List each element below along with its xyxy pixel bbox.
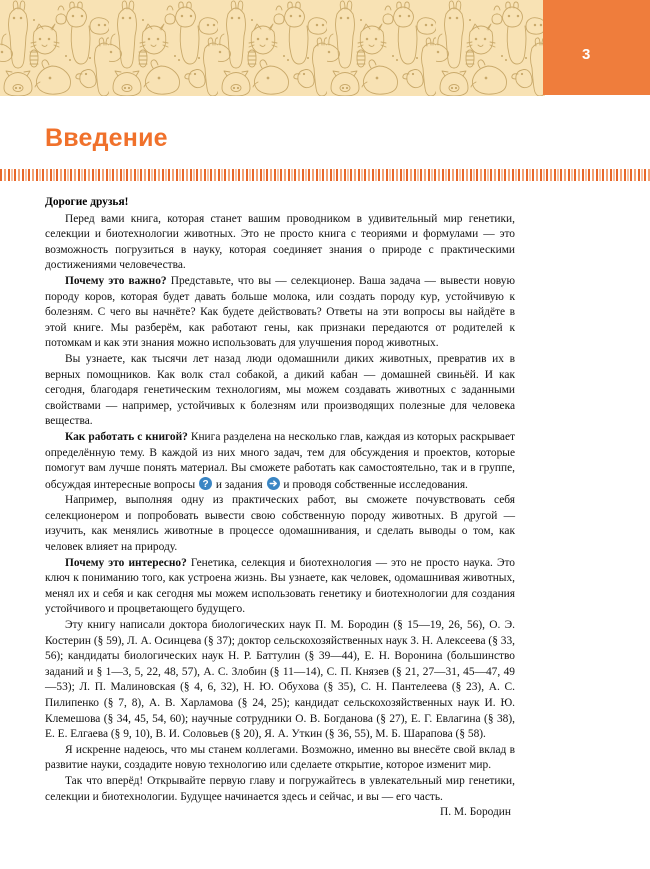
page-header xyxy=(0,0,650,96)
paragraph-4-body-before-question: Книга разделена на несколько глав, каждая из которых раскрывает определённую тему. В каждой из них много задач, тем для обсуждения и проектов, которые помогут вам лучше понять материал. Вы сможете работать как самостоятельно, так и в группе, обсуждая интересные вопросы xyxy=(45,430,515,491)
paragraph-6-lead: Почему это интересно? xyxy=(65,556,187,569)
paragraph-4-body-between-icons: и задания xyxy=(213,478,266,491)
arrow-right-circle-icon xyxy=(267,477,280,490)
paragraph-6 xyxy=(45,556,515,618)
question-mark-circle-icon xyxy=(199,477,212,490)
paragraph-2 xyxy=(45,274,515,352)
paragraph-4-body-after-arrow: и проводя собственные исследования. xyxy=(280,478,468,491)
paragraph-4-lead: Как работать с книгой? xyxy=(65,430,188,443)
paragraph-4 xyxy=(45,430,515,493)
author-signature: П. М. Бородин xyxy=(439,806,511,819)
page-number-block xyxy=(543,0,650,95)
greeting: Дорогие друзья! xyxy=(45,196,129,208)
paragraph-2-lead: Почему это важно? xyxy=(65,274,167,287)
paragraph-6-body: Генетика, селекция и биотехнология — это не просто наука. Это ключ к пониманию того, как устроена жизнь. Вы узнаете, как человек, одомашнивая животных, менял их и себя и как сегодня мы можем использовать генетику и биотехнологии для создания устойчивого и процветающего будущего. xyxy=(45,556,515,616)
intro-body xyxy=(0,181,560,821)
striped-divider xyxy=(0,169,650,181)
svg-text:?: ? xyxy=(202,478,209,490)
paragraph-1: Перед вами книга, которая станет вашим проводником в удивительный мир генетики, селекции и биотехнологии животных. Это не просто книга с теориями и формулами — это возможность погрузиться в науку, которая соединяет знания о природе с практическими достижениями человечества. xyxy=(45,212,515,272)
paragraph-2-body: Представьте, что вы — селекционер. Ваша задача — вывести новую породу коров, которая будет давать больше молока, или создать породу кур, устойчивую к болезням. С чего вы начнёте? Как будете действовать? Ответы на эти вопросы вы найдёте в этой книге. Мы разберём, как работают гены, как признаки передаются от родителей к потомкам и как эти знания можно использовать для улучшения пород животных. xyxy=(45,274,515,350)
page-number: 3 xyxy=(582,46,591,63)
paragraph-9: Так что вперёд! Открывайте первую главу и погружайтесь в увлекательный мир генетики, селекции и биотехнологии. Будущее начинается здесь и сейчас, и вы — его часть. xyxy=(45,774,515,803)
page-title: Введение xyxy=(45,124,168,152)
paragraph-authors: Эту книгу написали доктора биологических наук П. М. Бородин (§ 15—19, 26, 56), О. Э. Костерин (§ 59), Л. А. Осинцева (§ 37); доктор сельскохозяйственных наук З. Н. Алексеева (§ 33, 56); кандидаты биологических наук Н. Р. Баттулин (§ 39—44), Е. Н. Воронина (большинство заданий и § 1—3, 5, 22, 48, 57), А. С. Злобин (§ 11—14), С. П. Князев (§ 21, 27—31, 45—47, 49—53); Л. П. Малиновская (§ 4, 6, 32), Н. Ю. Обухова (§ 35), С. Н. Пантелеева (§ 23), А. С. Пилипенко (§ 7, 8), А. В. Харламова (§ 24, 25); кандидат сельскохозяйственных наук И. Ю. Клемешова (§ 34, 45, 54, 60); научные сотрудники О. В. Богданова (§ 27), Е. Г. Евлагина (§ 38), Е. Е. Елгаева (§ 9, 10), В. И. Соловьев (§ 20), Я. А. Уткин (§ 36, 55), М. Б. Шарапова (§ 58). xyxy=(45,619,515,741)
paragraph-5: Например, выполняя одну из практических работ, вы сможете почувствовать себя селекционером и попробовать вывести свою собственную породу животных. В другой — изучить, как менялись животные в процессе одомашнивания, и сделать выводы о том, как человек влияет на природу. xyxy=(45,494,515,554)
paragraph-8: Я искренне надеюсь, что мы станем коллегами. Возможно, именно вы внесёте свой вклад в развитие науки, создадите новую технологию или сделаете открытие, которое изменит мир. xyxy=(45,743,515,772)
animal-doodle-pattern xyxy=(0,0,545,96)
paragraph-3: Вы узнаете, как тысячи лет назад люди одомашнили диких животных, превратив их в верных помощников. Как волк стал собакой, а дикий кабан — домашней свиньёй. И как сегодня, благодаря генетическим технологиям, мы можем создавать животных с заданными свойствами — например, устойчивых к болезням или производящих полезные для человека вещества. xyxy=(45,352,515,428)
